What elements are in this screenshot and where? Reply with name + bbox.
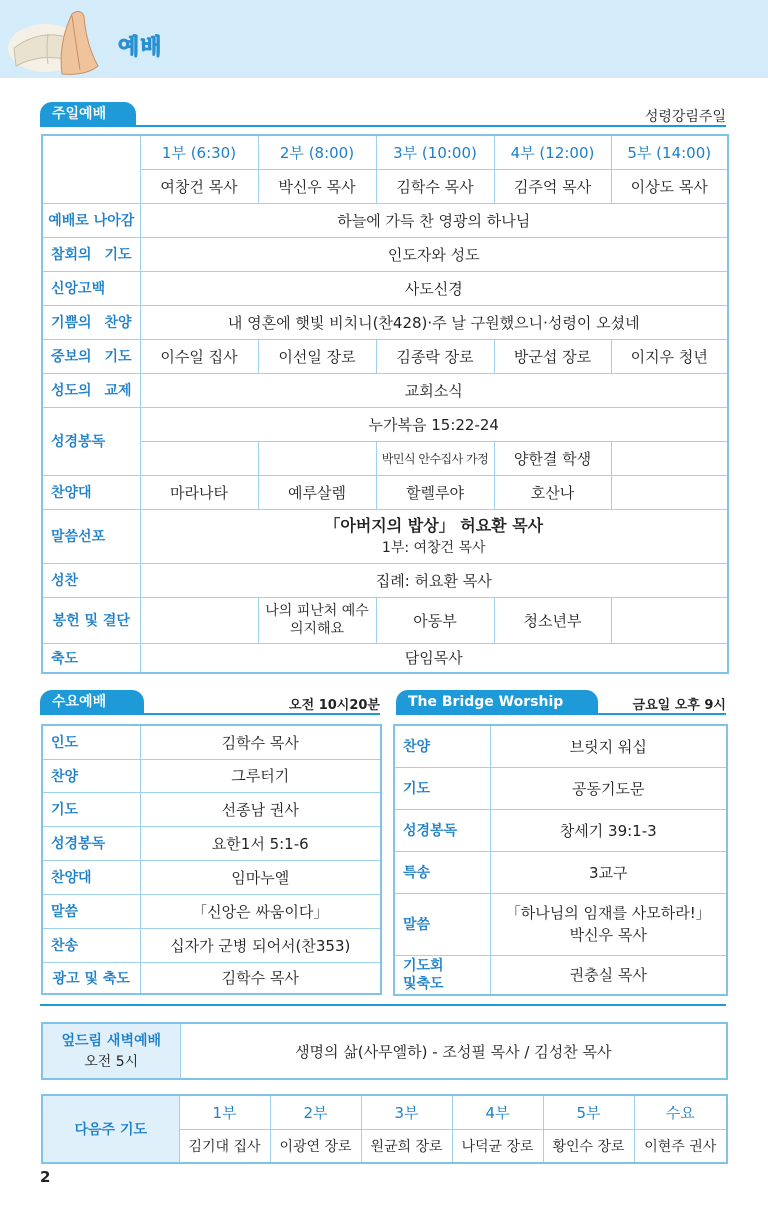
row-label: 기도 <box>42 792 140 826</box>
row-value: 3교구 <box>490 851 727 893</box>
row-value: 김학수 목사 <box>140 725 381 759</box>
row-label: 찬양대 <box>42 860 140 894</box>
next-prayer-column: 2부 <box>270 1095 361 1129</box>
row-value: 그루터기 <box>140 759 381 792</box>
scripture-reader <box>258 441 376 475</box>
bridge-sermon-title: 「하나님의 임재를 사모하라!」 <box>505 904 711 922</box>
next-prayer-name: 원균희 장로 <box>361 1129 452 1163</box>
row-value: 누가복음 15:22-24 <box>140 407 728 441</box>
bridge-worship-tab: The Bridge Worship <box>396 690 598 714</box>
row-value: 사도신경 <box>140 271 728 305</box>
scripture-reader: 양한결 학생 <box>494 441 611 475</box>
offering-cell: 나의 피난처 예수 의지해요 <box>258 597 376 643</box>
row-value: 창세기 39:1-3 <box>490 809 727 851</box>
page-header <box>0 0 768 78</box>
scripture-reader <box>611 441 728 475</box>
row-label: 성도의 교제 <box>42 373 140 407</box>
intercessor: 이수일 집사 <box>140 339 258 373</box>
bridge-worship-table <box>393 724 728 996</box>
row-value: 집례: 허요환 목사 <box>140 563 728 597</box>
service-pastor: 김학수 목사 <box>376 169 494 203</box>
sermon-title: 「아버지의 밥상」 허요환 목사 <box>324 516 544 535</box>
bridge-rule <box>396 713 726 715</box>
row-value: 인도자와 성도 <box>140 237 728 271</box>
next-prayer-name: 김기대 집사 <box>179 1129 270 1163</box>
next-prayer-name: 황인수 장로 <box>543 1129 634 1163</box>
next-prayer-name: 이현주 권사 <box>634 1129 727 1163</box>
corner-cell <box>42 135 140 203</box>
intercessor: 이선일 장로 <box>258 339 376 373</box>
praying-hands-bible-icon <box>6 4 110 76</box>
row-value: 임마누엘 <box>140 860 381 894</box>
row-value: 브릿지 워십 <box>490 725 727 767</box>
row-label: 성찬 <box>42 563 140 597</box>
row-value: 선종남 권사 <box>140 792 381 826</box>
row-label: 찬양대 <box>42 475 140 509</box>
row-label: 성경봉독 <box>42 407 140 475</box>
row-label: 봉헌 및 결단 <box>42 597 140 643</box>
row-value: 하늘에 가득 찬 영광의 하나님 <box>140 203 728 237</box>
row-label-line1: 기도회 <box>403 957 444 974</box>
row-label <box>394 955 490 995</box>
row-label: 찬양 <box>42 759 140 792</box>
row-label: 말씀 <box>394 893 490 955</box>
row-label: 기쁨의 찬양 <box>42 305 140 339</box>
row-label: 찬양 <box>394 725 490 767</box>
service-time: 4부 (12:00) <box>494 135 611 169</box>
wednesday-worship-tab: 수요예배 <box>40 690 144 714</box>
row-value: 「신앙은 싸움이다」 <box>140 894 381 928</box>
service-pastor: 박신우 목사 <box>258 169 376 203</box>
service-time: 5부 (14:00) <box>611 135 728 169</box>
row-label: 광고 및 축도 <box>42 962 140 994</box>
bridge-note: 금요일 오후 9시 <box>632 698 726 713</box>
choir-name: 할렐루야 <box>376 475 494 509</box>
dawn-label: 엎드림 새벽예배 <box>61 1033 162 1049</box>
page-title: 예배 <box>118 35 163 60</box>
row-label: 참회의 기도 <box>42 237 140 271</box>
intercessor: 이지우 청년 <box>611 339 728 373</box>
wednesday-worship-table <box>41 724 382 995</box>
row-value: 공동기도문 <box>490 767 727 809</box>
scripture-reader: 박민식 안수집사 가정 <box>376 441 494 475</box>
row-label: 찬송 <box>42 928 140 962</box>
next-prayer-name: 나덕균 장로 <box>452 1129 543 1163</box>
wednesday-rule <box>40 713 380 715</box>
offering-cell <box>611 597 728 643</box>
row-value: 권충실 목사 <box>490 955 727 995</box>
sunday-note: 성령강림주일 <box>644 109 726 125</box>
row-label: 성경봉독 <box>42 826 140 860</box>
next-prayer-label: 다음주 기도 <box>42 1095 179 1163</box>
dawn-label-cell <box>42 1023 180 1079</box>
next-prayer-column: 1부 <box>179 1095 270 1129</box>
sunday-worship-table <box>41 134 729 674</box>
dawn-value: 생명의 삶(사무엘하) - 조성필 목사 / 김성찬 목사 <box>180 1023 727 1079</box>
bridge-sermon-preacher: 박신우 목사 <box>569 926 647 944</box>
row-value: 십자가 군병 되어서(찬353) <box>140 928 381 962</box>
row-label: 중보의 기도 <box>42 339 140 373</box>
row-value: 내 영혼에 햇빛 비치니(찬428)·주 날 구원했으니·성령이 오셨네 <box>140 305 728 339</box>
service-time: 2부 (8:00) <box>258 135 376 169</box>
choir-name <box>611 475 728 509</box>
section-divider <box>40 1004 726 1006</box>
service-time: 1부 (6:30) <box>140 135 258 169</box>
service-pastor: 여창건 목사 <box>140 169 258 203</box>
row-value: 담임목사 <box>140 643 728 673</box>
offering-cell: 아동부 <box>376 597 494 643</box>
next-prayer-column: 5부 <box>543 1095 634 1129</box>
wednesday-note: 오전 10시20분 <box>289 698 380 713</box>
sermon-sub: 1부: 여창건 목사 <box>381 540 486 556</box>
next-prayer-column: 4부 <box>452 1095 543 1129</box>
row-label-line2: 및축도 <box>403 975 444 992</box>
next-prayer-table <box>41 1094 728 1164</box>
bridge-sermon-cell <box>490 893 727 955</box>
next-prayer-column: 수요 <box>634 1095 727 1129</box>
row-value: 요한1서 5:1-6 <box>140 826 381 860</box>
dawn-time: 오전 5시 <box>84 1054 139 1070</box>
choir-name: 예루살렘 <box>258 475 376 509</box>
choir-name: 마라나타 <box>140 475 258 509</box>
service-pastor: 이상도 목사 <box>611 169 728 203</box>
service-time: 3부 (10:00) <box>376 135 494 169</box>
row-label: 인도 <box>42 725 140 759</box>
row-label: 예배로 나아감 <box>42 203 140 237</box>
row-label: 성경봉독 <box>394 809 490 851</box>
row-label: 축도 <box>42 643 140 673</box>
page-number: 2 <box>40 1168 51 1186</box>
offering-cell: 청소년부 <box>494 597 611 643</box>
service-pastor: 김주억 목사 <box>494 169 611 203</box>
scripture-reader <box>140 441 258 475</box>
row-label: 신앙고백 <box>42 271 140 305</box>
row-label: 말씀선포 <box>42 509 140 563</box>
row-label: 특송 <box>394 851 490 893</box>
offering-cell <box>140 597 258 643</box>
intercessor: 방군섭 장로 <box>494 339 611 373</box>
next-prayer-name: 이광연 장로 <box>270 1129 361 1163</box>
row-label: 기도 <box>394 767 490 809</box>
next-prayer-column: 3부 <box>361 1095 452 1129</box>
sunday-worship-tab: 주일예배 <box>40 102 136 126</box>
intercessor: 김종락 장로 <box>376 339 494 373</box>
sermon-cell <box>140 509 728 563</box>
row-label: 말씀 <box>42 894 140 928</box>
choir-name: 호산나 <box>494 475 611 509</box>
dawn-worship-table <box>41 1022 728 1080</box>
row-value: 김학수 목사 <box>140 962 381 994</box>
row-value: 교회소식 <box>140 373 728 407</box>
